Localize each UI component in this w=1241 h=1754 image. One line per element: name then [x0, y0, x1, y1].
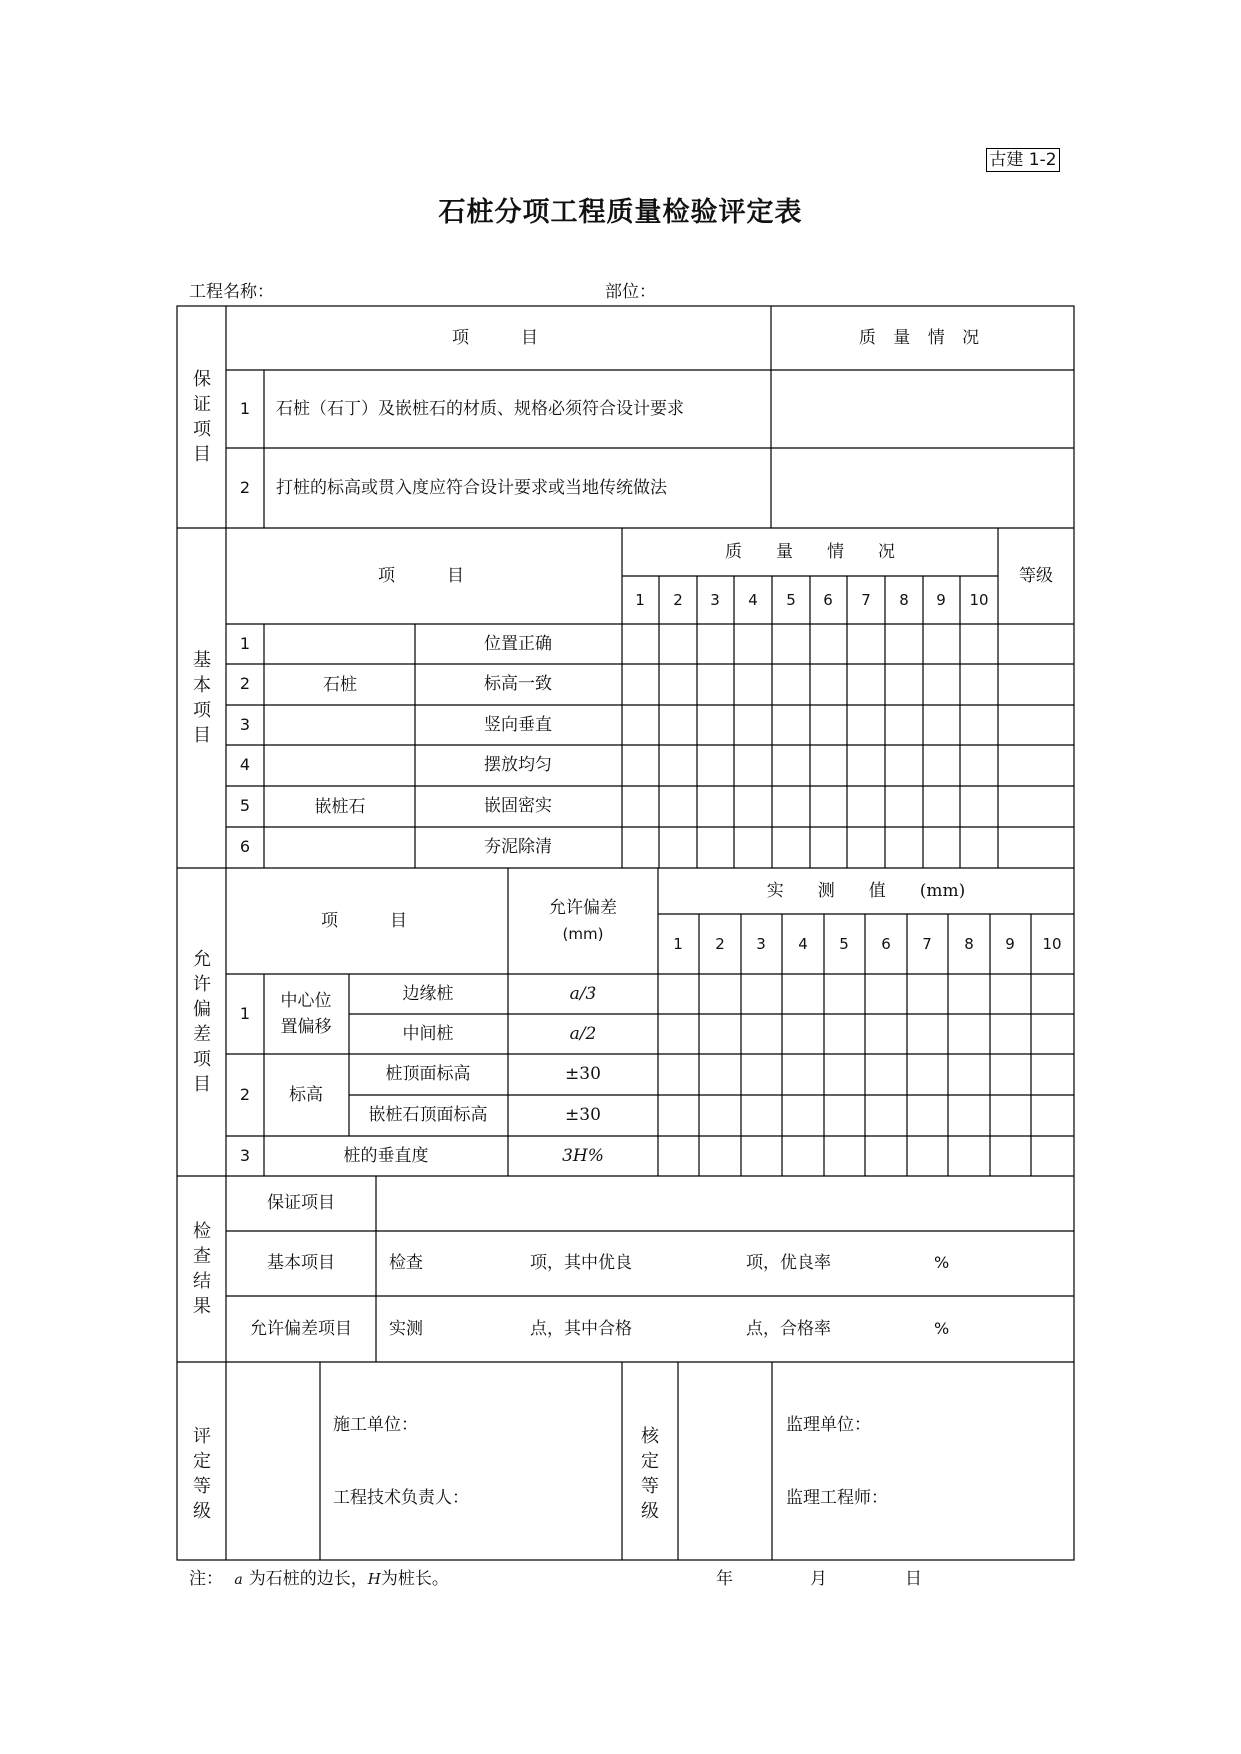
- footer-day: 日: [905, 1569, 922, 1589]
- basic-row-no: 5: [239, 796, 251, 815]
- tolerance-allow-value: a/2: [569, 1024, 597, 1044]
- footer-note-end: 为桩长。: [380, 1569, 449, 1589]
- results-tol-rate: 点，合格率: [746, 1319, 831, 1339]
- tolerance-allow-value: ±30: [565, 1105, 601, 1125]
- basic-col-number: 4: [748, 591, 758, 609]
- basic-col-number: 10: [969, 591, 989, 609]
- tolerance-sub-item: 桩顶面标高: [385, 1064, 471, 1084]
- form-code-badge: 古建 1-2: [986, 148, 1060, 172]
- guarantee-col-quality: 质 量 情 况: [858, 328, 986, 348]
- results-basic-label: 基本项目: [267, 1253, 335, 1273]
- guarantee-row-text: 打桩的标高或贯入度应符合设计要求或当地传统做法: [276, 478, 667, 498]
- tolerance-group-name: 标高: [289, 1085, 323, 1105]
- tech-lead-label: 工程技术负责人：: [333, 1488, 469, 1508]
- tolerance-col-number: 1: [673, 935, 683, 953]
- tolerance-allow-value: a/3: [569, 984, 597, 1004]
- tolerance-allow-value: 3H%: [562, 1146, 604, 1166]
- basic-col-number: 8: [899, 591, 909, 609]
- section-label-grade: 评定等级: [193, 1426, 211, 1522]
- basic-row-item: 夯泥除清: [484, 837, 552, 857]
- basic-row-item: 嵌固密实: [484, 796, 552, 816]
- basic-col-number: 6: [823, 591, 833, 609]
- section-label-guarantee: 保证项目: [193, 369, 211, 465]
- footer-year: 年: [716, 1569, 733, 1589]
- location-label: 部位：: [605, 282, 656, 302]
- project-name-label: 工程名称：: [189, 282, 274, 302]
- tolerance-col-number: 3: [756, 935, 766, 953]
- tolerance-row-no: 1: [239, 1004, 251, 1023]
- tolerance-sub-item: 中间桩: [402, 1024, 454, 1044]
- basic-col-number: 7: [861, 591, 871, 609]
- guarantee-row-text: 石桩（石丁）及嵌桩石的材质、规格必须符合设计要求: [276, 399, 684, 419]
- construction-unit-label: 施工单位：: [333, 1415, 418, 1435]
- results-tol-points: 点，其中合格: [530, 1319, 632, 1339]
- tolerance-col-allow-unit: (mm): [562, 925, 604, 943]
- basic-row-no: 1: [239, 634, 251, 653]
- tolerance-item: 桩的垂直度: [343, 1146, 429, 1166]
- basic-col-number: 5: [786, 591, 796, 609]
- basic-row-item: 竖向垂直: [484, 715, 552, 735]
- results-tol-measured: 实测: [389, 1319, 423, 1339]
- basic-row-item: 位置正确: [484, 634, 552, 654]
- footer-note-var-a: a: [234, 1572, 243, 1588]
- tolerance-col-number: 4: [798, 935, 808, 953]
- footer-note-prefix: 注：: [189, 1569, 223, 1589]
- guarantee-col-item: 项 目: [452, 328, 544, 348]
- tolerance-col-number: 8: [964, 935, 974, 953]
- verify-grade-label: 核定等级: [641, 1426, 659, 1522]
- tolerance-col-number: 9: [1005, 935, 1015, 953]
- basic-row-no: 3: [239, 715, 251, 734]
- guarantee-row-no: 1: [239, 399, 251, 418]
- basic-col-item: 项 目: [378, 566, 470, 586]
- basic-col-number: 1: [635, 591, 645, 609]
- supervising-engineer-label: 监理工程师：: [786, 1488, 888, 1508]
- results-basic-check: 检查: [389, 1253, 423, 1273]
- results-tolerance-label: 允许偏差项目: [250, 1319, 352, 1339]
- section-label-results: 检查结果: [193, 1221, 211, 1317]
- document-title: 石桩分项工程质量检验评定表: [438, 197, 803, 228]
- results-guarantee-label: 保证项目: [267, 1193, 335, 1213]
- basic-col-quality: 质 量 情 况: [725, 542, 895, 562]
- footer-note-var-h: H: [367, 1570, 381, 1588]
- basic-row-item: 标高一致: [484, 674, 552, 694]
- tolerance-col-number: 6: [881, 935, 891, 953]
- tolerance-col-number: 7: [922, 935, 932, 953]
- supervision-unit-label: 监理单位：: [786, 1415, 871, 1435]
- section-label-basic: 基本项目: [193, 650, 211, 746]
- basic-group-name: 石桩: [323, 675, 357, 695]
- results-basic-rate: 项，优良率: [746, 1253, 831, 1273]
- footer-note: [189, 1564, 449, 1589]
- section-label-tolerance: 允许偏差项目: [193, 949, 211, 1095]
- results-tol-percent: %: [934, 1319, 950, 1338]
- basic-col-number: 3: [710, 591, 720, 609]
- basic-row-no: 4: [239, 755, 251, 774]
- basic-row-no: 6: [239, 837, 251, 856]
- tolerance-sub-item: 边缘桩: [402, 984, 454, 1004]
- tolerance-col-measured: 实 测 值 (mm): [766, 881, 966, 901]
- tolerance-col-allow: 允许偏差: [549, 898, 617, 918]
- tolerance-col-number: 2: [715, 935, 725, 953]
- basic-group-name: 嵌桩石: [314, 797, 366, 817]
- tolerance-sub-item: 嵌桩石顶面标高: [368, 1105, 488, 1125]
- tolerance-row-no: 3: [239, 1146, 251, 1165]
- basic-col-number: 9: [936, 591, 946, 609]
- footer-note-mid: 为石桩的边长，: [248, 1569, 368, 1589]
- results-basic-items: 项，其中优良: [530, 1253, 632, 1273]
- footer-month: 月: [810, 1569, 827, 1589]
- tolerance-col-item: 项 目: [321, 911, 413, 931]
- tolerance-allow-value: ±30: [565, 1064, 601, 1084]
- tolerance-col-number: 5: [839, 935, 849, 953]
- basic-row-no: 2: [239, 674, 251, 693]
- results-basic-percent: %: [934, 1253, 950, 1272]
- basic-col-grade: 等级: [1019, 566, 1053, 586]
- tolerance-row-no: 2: [239, 1085, 251, 1104]
- tolerance-group-name-line2: 置偏移: [280, 1017, 332, 1037]
- guarantee-row-no: 2: [239, 478, 251, 497]
- basic-row-item: 摆放均匀: [484, 755, 552, 775]
- basic-col-number: 2: [673, 591, 683, 609]
- tolerance-group-name-line1: 中心位: [280, 991, 332, 1011]
- tolerance-col-number: 10: [1042, 935, 1062, 953]
